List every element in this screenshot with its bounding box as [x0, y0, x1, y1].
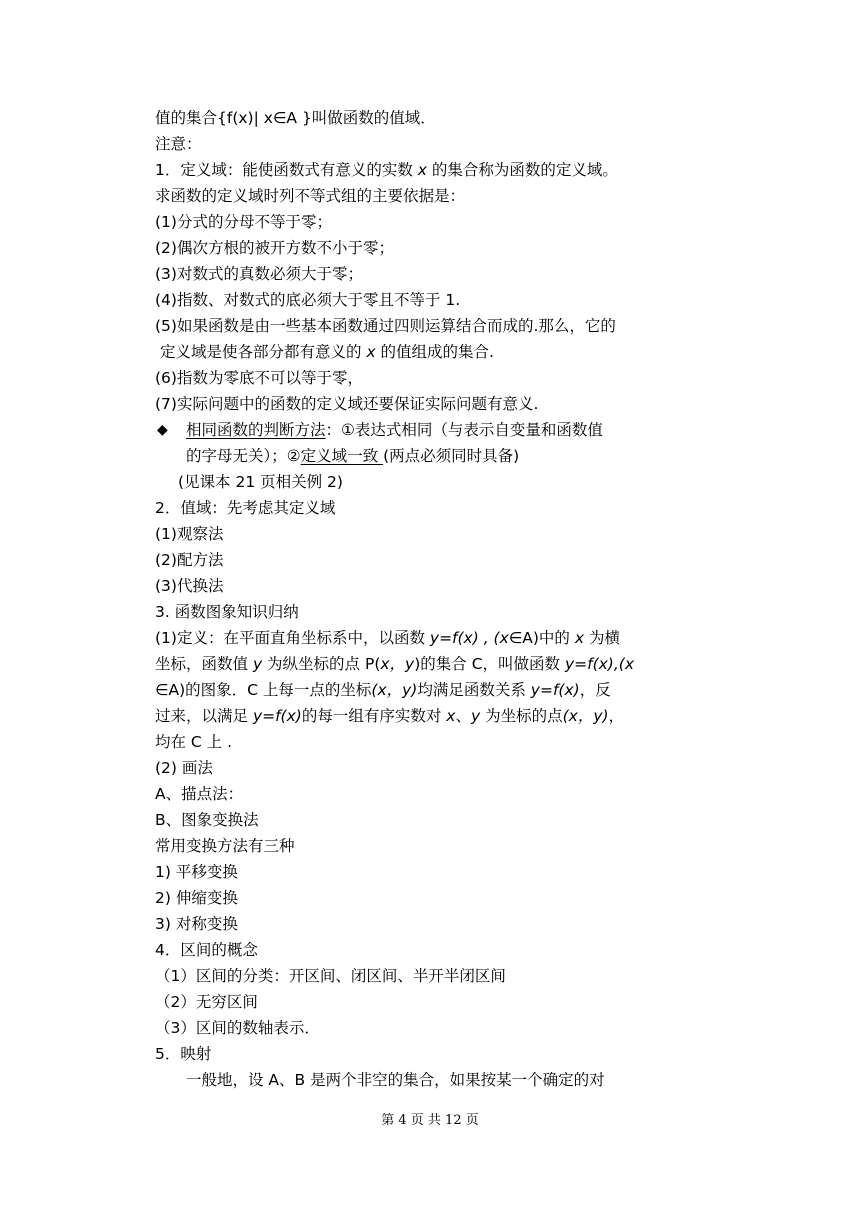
text-line: 3) 对称变换 — [155, 915, 238, 933]
text-line: (5)如果函数是由一些基本函数通过四则运算结合而成的.那么，它的 — [155, 317, 616, 335]
text-line: (2)配方法 — [155, 551, 224, 569]
text-line: 2) 伸缩变换 — [155, 889, 238, 907]
text-line: 1) 平移变换 — [155, 863, 238, 881]
text-line: 过来，以满足 y=f(x)的每一组有序实数对 x、y 为坐标的点(x，y)， — [155, 707, 625, 725]
text-line: B、图象变换法 — [155, 811, 259, 829]
text-line: ∈A)的图象．C 上每一点的坐标(x，y)均满足函数关系 y=f(x)，反 — [155, 681, 611, 699]
text-line: (2)偶次方根的被开方数不小于零； — [155, 239, 394, 257]
text-line: （3）区间的数轴表示． — [155, 1019, 320, 1037]
text-line: （1）区间的分类：开区间、闭区间、半开半闭区间 — [155, 967, 506, 985]
text-line: (见课本 21 页相关例 2) — [178, 473, 343, 491]
text-line: 1．定义域：能使函数式有意义的实数 x 的集合称为函数的定义域。 — [155, 161, 618, 179]
text-line: 定义域是使各部分都有意义的 x 的值组成的集合. — [160, 343, 494, 361]
section-heading: 5．映射 — [155, 1045, 212, 1063]
text-line: (1)观察法 — [155, 525, 224, 543]
text-line: 均在 C 上 . — [155, 733, 233, 751]
text-line: 一般地，设 A、B 是两个非空的集合，如果按某一个确定的对 — [186, 1071, 605, 1089]
text-line: 值的集合{f(x)| x∈A }叫做函数的值域． — [155, 109, 436, 127]
text-line: 注意： — [155, 135, 202, 153]
section-heading: 3. 函数图象知识归纳 — [155, 603, 299, 621]
text-line: A、描点法： — [155, 785, 244, 803]
text-line: 常用变换方法有三种 — [155, 837, 295, 855]
text-line: (7)实际问题中的函数的定义域还要保证实际问题有意义. — [155, 395, 539, 413]
diamond-bullet-icon: ◆ — [157, 422, 168, 438]
text-line: 坐标，函数值 y 为纵坐标的点 P(x，y)的集合 C，叫做函数 y=f(x),(x — [155, 655, 634, 673]
text-line: (1)定义：在平面直角坐标系中，以函数 y=f(x) , (x∈A)中的 x 为横 — [155, 629, 620, 647]
text-line: (2) 画法 — [155, 759, 213, 777]
text-line: (3)对数式的真数必须大于零； — [155, 265, 363, 283]
text-line: (6)指数为零底不可以等于零， — [155, 369, 363, 387]
text-line: 的字母无关）；②定义域一致 (两点必须同时具备) — [186, 447, 520, 465]
page-footer: 第 4 页 共 12 页 — [381, 1113, 479, 1128]
text-line: (4)指数、对数式的底必须大于零且不等于 1. — [155, 291, 461, 309]
section-heading: 2．值域：先考虑其定义域 — [155, 499, 336, 517]
text-line: (1)分式的分母不等于零； — [155, 213, 332, 231]
text-line: 相同函数的判断方法：①表达式相同（与表示自变量和函数值 — [186, 421, 603, 439]
section-heading: 4．区间的概念 — [155, 941, 258, 959]
text-line: （2）无穷区间 — [155, 993, 258, 1011]
text-line: (3)代换法 — [155, 577, 224, 595]
text-line: 求函数的定义域时列不等式组的主要依据是： — [155, 187, 466, 205]
